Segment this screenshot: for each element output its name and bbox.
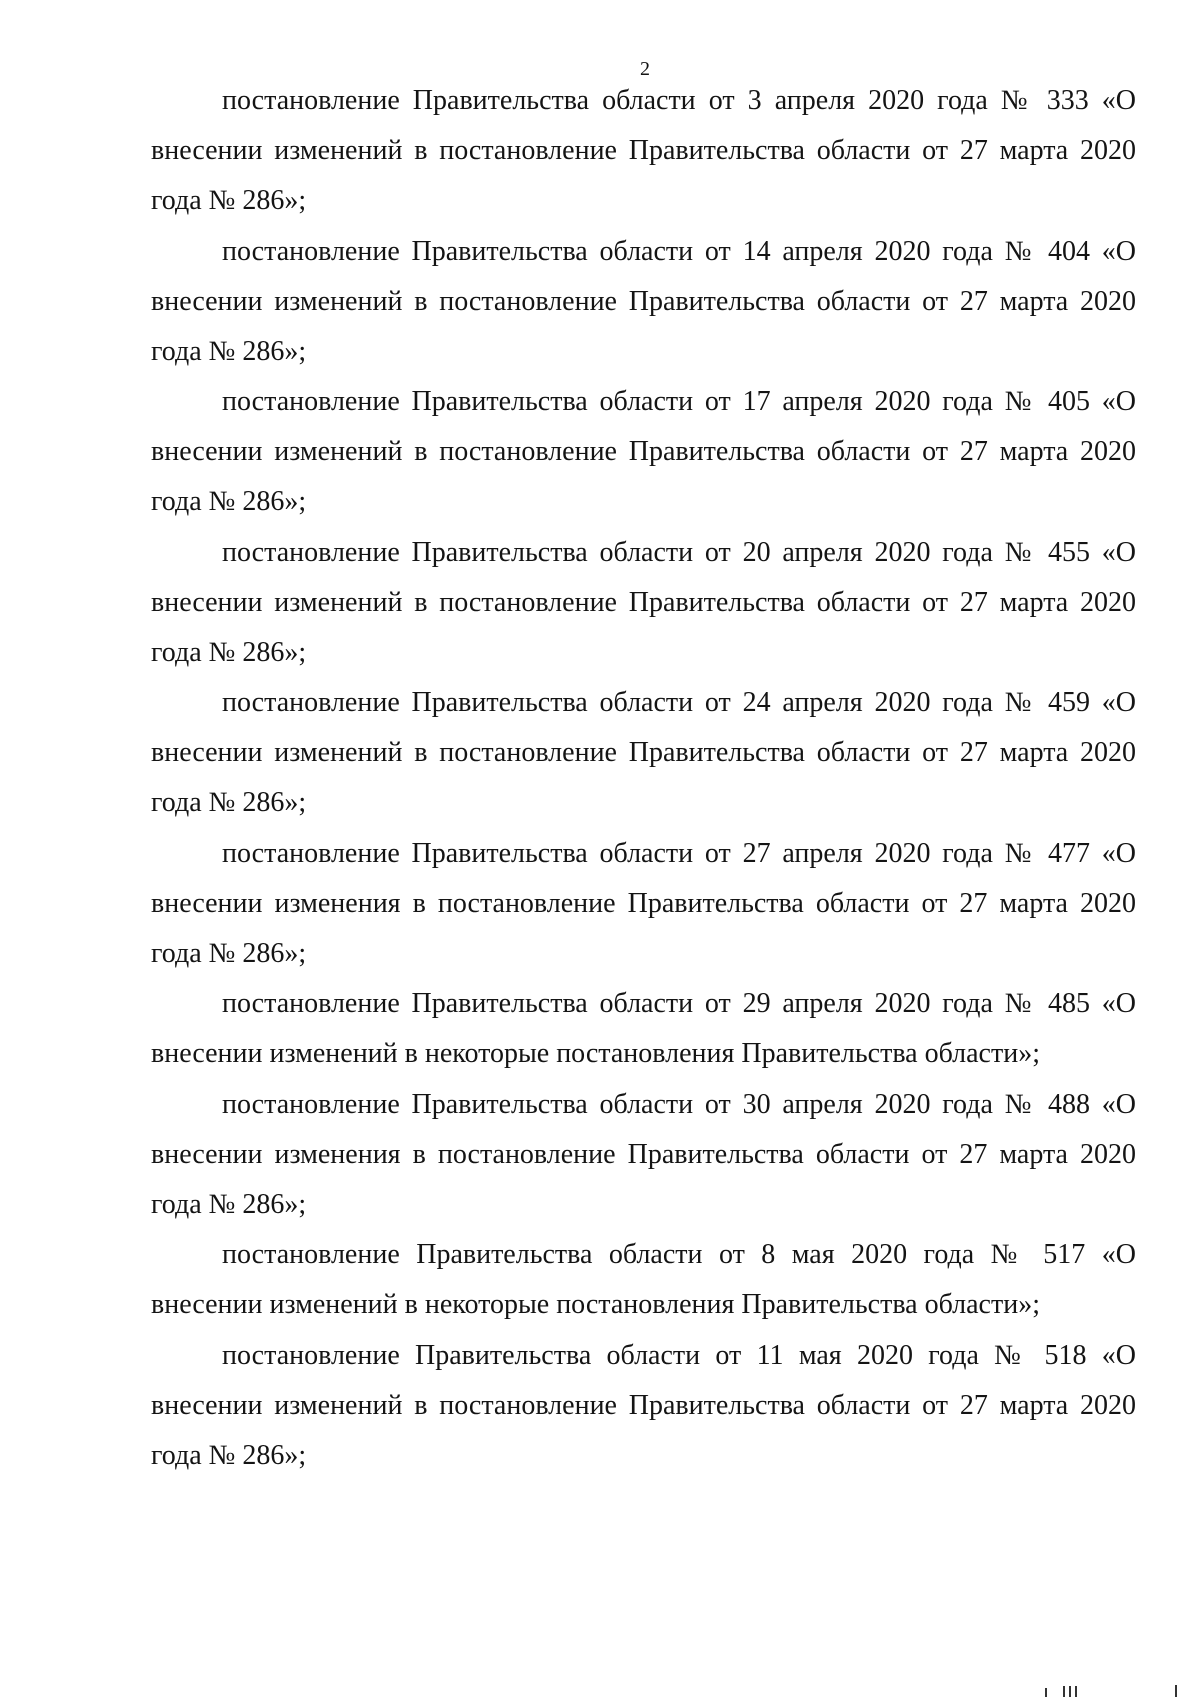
list-item: постановление Правительства области от 11 мая 2020 года № 518 «О внесении изменений в постановление Правительства области от 27 марта 2020 года № 286»;	[151, 1339, 1136, 1471]
scan-artifact-marks	[1045, 1682, 1185, 1697]
list-item: постановление Правительства области от 8 мая 2020 года № 517 «О внесении изменений в некоторые постановления Правительства области»;	[151, 1239, 1136, 1320]
list-item: постановление Правительства области от 24 апреля 2020 года № 459 «О внесении изменений в постановление Правительства области от 27 марта 2020 года № 286»;	[151, 687, 1136, 818]
scan-mark	[1075, 1686, 1077, 1697]
document-body	[151, 76, 1136, 1481]
list-item: постановление Правительства области от 3 апреля 2020 года № 333 «О внесении изменений в постановление Правительства области от 27 марта 2020 года № 286»;	[151, 85, 1136, 216]
list-item: постановление Правительства области от 17 апреля 2020 года № 405 «О внесении изменений в постановление Правительства области от 27 марта 2020 года № 286»;	[151, 386, 1136, 517]
scan-mark	[1175, 1685, 1177, 1697]
list-item: постановление Правительства области от 30 апреля 2020 года № 488 «О внесении изменения в постановление Правительства области от 27 марта 2020 года № 286»;	[151, 1088, 1136, 1220]
scan-mark	[1045, 1688, 1047, 1697]
scan-mark	[1063, 1686, 1065, 1697]
list-item: постановление Правительства области от 20 апреля 2020 года № 455 «О внесении изменений в постановление Правительства области от 27 марта 2020 года № 286»;	[151, 536, 1136, 668]
scan-mark	[1069, 1686, 1071, 1697]
page-number: 2	[640, 58, 650, 80]
list-item: постановление Правительства области от 14 апреля 2020 года № 404 «О внесении изменений в постановление Правительства области от 27 марта 2020 года № 286»;	[151, 235, 1136, 367]
list-item: постановление Правительства области от 27 апреля 2020 года № 477 «О внесении изменения в постановление Правительства области от 27 марта 2020 года № 286»;	[151, 837, 1136, 969]
list-item: постановление Правительства области от 29 апреля 2020 года № 485 «О внесении изменений в некоторые постановления Правительства области»;	[151, 988, 1136, 1069]
